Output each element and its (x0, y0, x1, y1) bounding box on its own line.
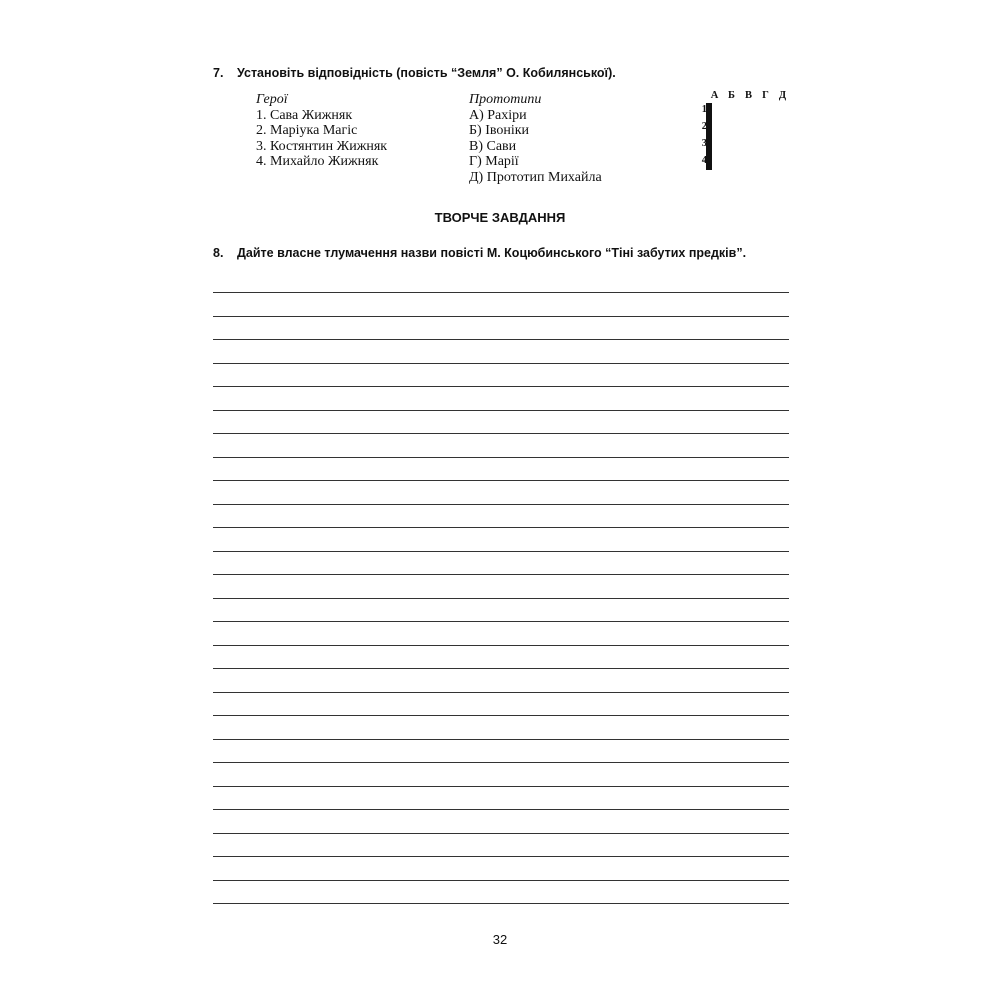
answer-line[interactable] (213, 833, 789, 857)
answer-line[interactable] (213, 786, 789, 810)
grid-row (707, 104, 712, 121)
answer-line[interactable] (213, 410, 789, 434)
grid-cell[interactable] (711, 137, 712, 154)
answer-line[interactable] (213, 809, 789, 833)
grid-column-label: Б (728, 90, 735, 101)
answer-line[interactable] (213, 903, 789, 927)
grid-cell[interactable] (711, 104, 712, 121)
prototype-item: Г) Марії (469, 154, 519, 169)
answer-line[interactable] (213, 527, 789, 551)
grid-column-label: В (744, 90, 752, 101)
prototype-item: Д) Прототип Михайла (469, 169, 602, 185)
question-7-text: Установіть відповідність (повість “Земля” О. Кобилянської). (237, 66, 616, 80)
answer-line[interactable] (213, 668, 789, 692)
hero-item: 1. Сава Жижняк (256, 107, 353, 123)
answer-line[interactable] (213, 645, 789, 669)
prototype-item: Б) Івоніки (469, 123, 530, 138)
answer-line[interactable] (213, 574, 789, 598)
grid-row (707, 153, 712, 170)
answer-line[interactable] (213, 457, 789, 481)
question-7-title (213, 66, 616, 80)
answer-line[interactable] (213, 739, 789, 763)
grid-row-label: 1 (701, 104, 707, 115)
grid-row-label: 2 (701, 121, 707, 132)
hero-item: 2. Маріука Магіс (256, 123, 358, 138)
grid-row-label: 4 (701, 155, 707, 166)
prototypes-column (469, 92, 602, 185)
section-title: ТВОРЧЕ ЗАВДАННЯ (434, 210, 566, 225)
grid-column-label: Г (762, 90, 769, 101)
answer-line[interactable] (213, 504, 789, 528)
answer-line[interactable] (213, 621, 789, 645)
hero-item: 3. Костянтин Жижняк (256, 138, 388, 154)
answer-line[interactable] (213, 292, 789, 316)
question-8-text: Дайте власне тлумачення назви повісті М. Коцюбинського “Тіні забутих предків”. (237, 246, 747, 260)
heroes-column (256, 92, 387, 170)
page-number: 32 (492, 932, 508, 947)
answer-line[interactable] (213, 762, 789, 786)
answer-line[interactable] (213, 598, 789, 622)
answer-lines (213, 292, 789, 927)
question-8-number: 8. (213, 246, 224, 260)
question-7-number: 7. (213, 66, 224, 80)
grid-row-label: 3 (701, 138, 707, 149)
answer-line[interactable] (213, 715, 789, 739)
answer-line[interactable] (213, 433, 789, 457)
prototype-item: В) Сави (469, 138, 517, 154)
grid-cell[interactable] (711, 120, 712, 137)
answer-line[interactable] (213, 551, 789, 575)
grid-row (707, 137, 712, 154)
answer-grid-cells (706, 103, 712, 170)
grid-column-label: Д (778, 90, 787, 101)
answer-line[interactable] (213, 363, 789, 387)
prototype-item: А) Рахіри (469, 107, 527, 123)
answer-line[interactable] (213, 339, 789, 363)
answer-line[interactable] (213, 856, 789, 880)
answer-line[interactable] (213, 692, 789, 716)
answer-line[interactable] (213, 386, 789, 410)
answer-line[interactable] (213, 316, 789, 340)
question-8-title (213, 246, 746, 260)
grid-cell[interactable] (711, 153, 712, 170)
heroes-heading: Герої (256, 92, 288, 107)
grid-row (707, 120, 712, 137)
prototypes-heading: Прототипи (469, 92, 542, 107)
hero-item: 4. Михайло Жижняк (256, 154, 379, 169)
answer-line[interactable] (213, 480, 789, 504)
grid-column-label: А (710, 90, 719, 101)
answer-line[interactable] (213, 880, 789, 904)
